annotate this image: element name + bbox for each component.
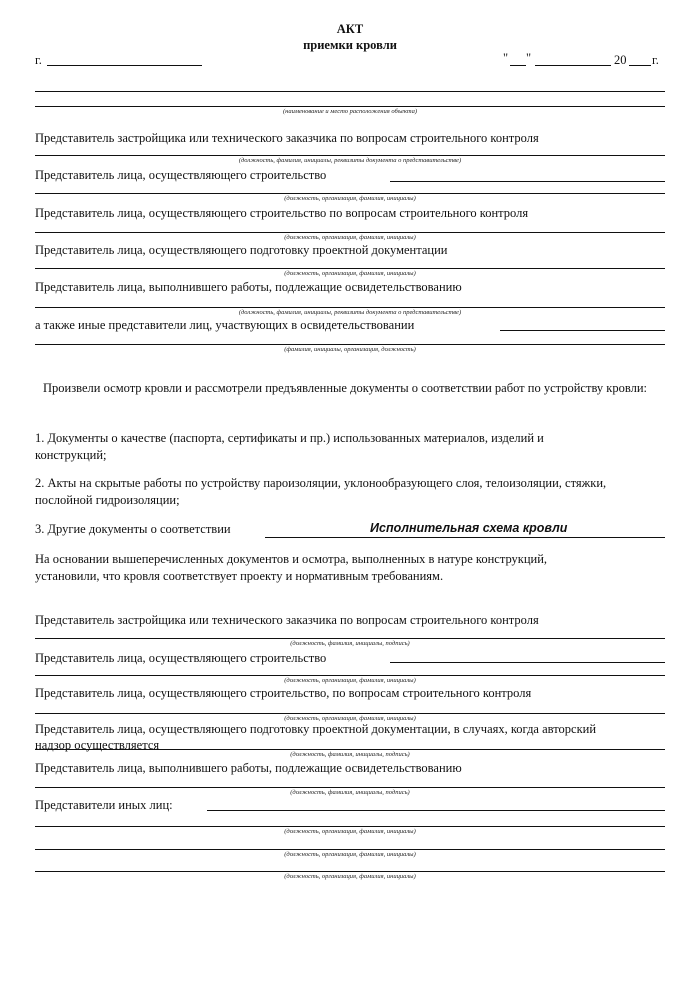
- rep-customer-hint: (должность, фамилия, инициалы, реквизиты документа о представительстве): [238, 157, 462, 164]
- object-field-line-2[interactable]: [35, 106, 665, 107]
- body-item-3-value[interactable]: Исполнительная схема кровли: [370, 521, 568, 535]
- date-quote-open: ": [503, 51, 509, 65]
- sig-builder-control-label: Представитель лица, осуществляющего строительство, по вопросам строительного контроля: [35, 686, 532, 700]
- body-intro: Произвели осмотр кровли и рассмотрели предъявленные документы о соответствии работ по устройству кровли:: [43, 381, 648, 395]
- sig-builder-field-b[interactable]: [35, 675, 665, 676]
- year-prefix: 20: [614, 53, 627, 67]
- object-hint: (наименование и место расположения объекта): [282, 108, 418, 115]
- body-conclusion: На основании вышеперечисленных документов и осмотра, выполненных в натуре конструкций, установили, что кровля соответствует проекту и нормативным требованиям.: [35, 552, 548, 583]
- others-field-1[interactable]: [35, 826, 665, 827]
- sig-builder-label: Представитель лица, осуществляющего строительство: [35, 651, 327, 665]
- rep-builder-control-label: Представитель лица, осуществляющего строительство по вопросам строительного контроля: [35, 206, 529, 220]
- sig-customer-hint: (должность, фамилия, инициалы, подпись): [290, 640, 410, 647]
- rep-customer-label: Представитель застройщика или технического заказчика по вопросам строительного контроля: [35, 131, 539, 145]
- city-field[interactable]: [47, 65, 202, 66]
- object-field-line-1[interactable]: [35, 91, 665, 92]
- sig-builder-hint: (должность, организация, фамилия, инициалы): [284, 677, 416, 684]
- body-item-3-field[interactable]: [265, 537, 665, 538]
- sig-designer-field[interactable]: [35, 749, 665, 750]
- rep-others-hint: (фамилия, инициалы, организация, должность): [284, 346, 416, 353]
- others-field-3[interactable]: [35, 871, 665, 872]
- year-suffix: г.: [652, 53, 659, 67]
- sig-contractor-label: Представитель лица, выполнившего работы, подлежащие освидетельствованию: [35, 761, 462, 775]
- rep-builder-control-field[interactable]: [35, 232, 665, 233]
- rep-contractor-label: Представитель лица, выполнившего работы, подлежащие освидетельствованию: [35, 280, 462, 294]
- others-label: Представители иных лиц:: [35, 798, 173, 812]
- sig-builder-field-a[interactable]: [390, 662, 665, 663]
- rep-designer-label: Представитель лица, осуществляющего подготовку проектной документации: [35, 243, 448, 257]
- month-field[interactable]: [535, 65, 611, 66]
- rep-contractor-hint: (должность, фамилия, инициалы, реквизиты документа о представительстве): [238, 309, 462, 316]
- year-field[interactable]: [629, 65, 651, 66]
- rep-builder-field-a[interactable]: [390, 181, 665, 182]
- sig-customer-field[interactable]: [35, 638, 665, 639]
- rep-designer-field[interactable]: [35, 268, 665, 269]
- day-field[interactable]: [510, 65, 526, 66]
- doc-subtitle: приемки кровли: [303, 38, 397, 52]
- others-hint-2: (должность, организация, фамилия, инициалы): [284, 851, 416, 858]
- others-field-2[interactable]: [35, 849, 665, 850]
- rep-customer-field[interactable]: [35, 155, 665, 156]
- rep-builder-control-hint: (должность, организация, фамилия, инициалы): [284, 234, 416, 241]
- date-quote-close: ": [526, 51, 532, 65]
- rep-others-label: а также иные представители лиц, участвующих в освидетельствовании: [35, 318, 415, 332]
- rep-others-field-b[interactable]: [35, 344, 665, 345]
- sig-contractor-hint: (должность, фамилия, инициалы, подпись): [290, 789, 410, 796]
- sig-contractor-field[interactable]: [35, 787, 665, 788]
- rep-others-field-a[interactable]: [500, 330, 665, 331]
- others-hint-3: (должность, организация, фамилия, инициалы): [284, 873, 416, 880]
- others-field-a[interactable]: [207, 810, 665, 811]
- rep-builder-field-b[interactable]: [35, 193, 665, 194]
- rep-builder-hint: (должность, организация, фамилия, инициалы): [284, 195, 416, 202]
- rep-builder-label: Представитель лица, осуществляющего строительство: [35, 168, 327, 182]
- sig-designer-hint: (должность, фамилия, инициалы, подпись): [290, 751, 410, 758]
- doc-title: АКТ: [336, 22, 364, 36]
- body-item-2: 2. Акты на скрытые работы по устройству пароизоляции, уклонообразующего слоя, телоизоляции, стяжки, послойной гидроизоляции;: [35, 476, 607, 507]
- body-item-1: 1. Документы о качестве (паспорта, сертификаты и пр.) использованных материалов, изделий и конструкций;: [35, 431, 544, 462]
- others-hint-1: (должность, организация, фамилия, инициалы): [284, 828, 416, 835]
- city-prefix: г.: [35, 53, 42, 67]
- body-item-3-label: 3. Другие документы о соответствии: [35, 522, 231, 536]
- sig-builder-control-field[interactable]: [35, 713, 665, 714]
- sig-designer-label: Представитель лица, осуществляющего подготовку проектной документации, в случаях, когда авторский надзор осуществляется: [35, 722, 597, 752]
- sig-customer-label: Представитель застройщика или технического заказчика по вопросам строительного контроля: [35, 613, 539, 627]
- sig-builder-control-hint: (должность, организация, фамилия, инициалы): [284, 715, 416, 722]
- rep-designer-hint: (должность, организация, фамилия, инициалы): [284, 270, 416, 277]
- rep-contractor-field[interactable]: [35, 307, 665, 308]
